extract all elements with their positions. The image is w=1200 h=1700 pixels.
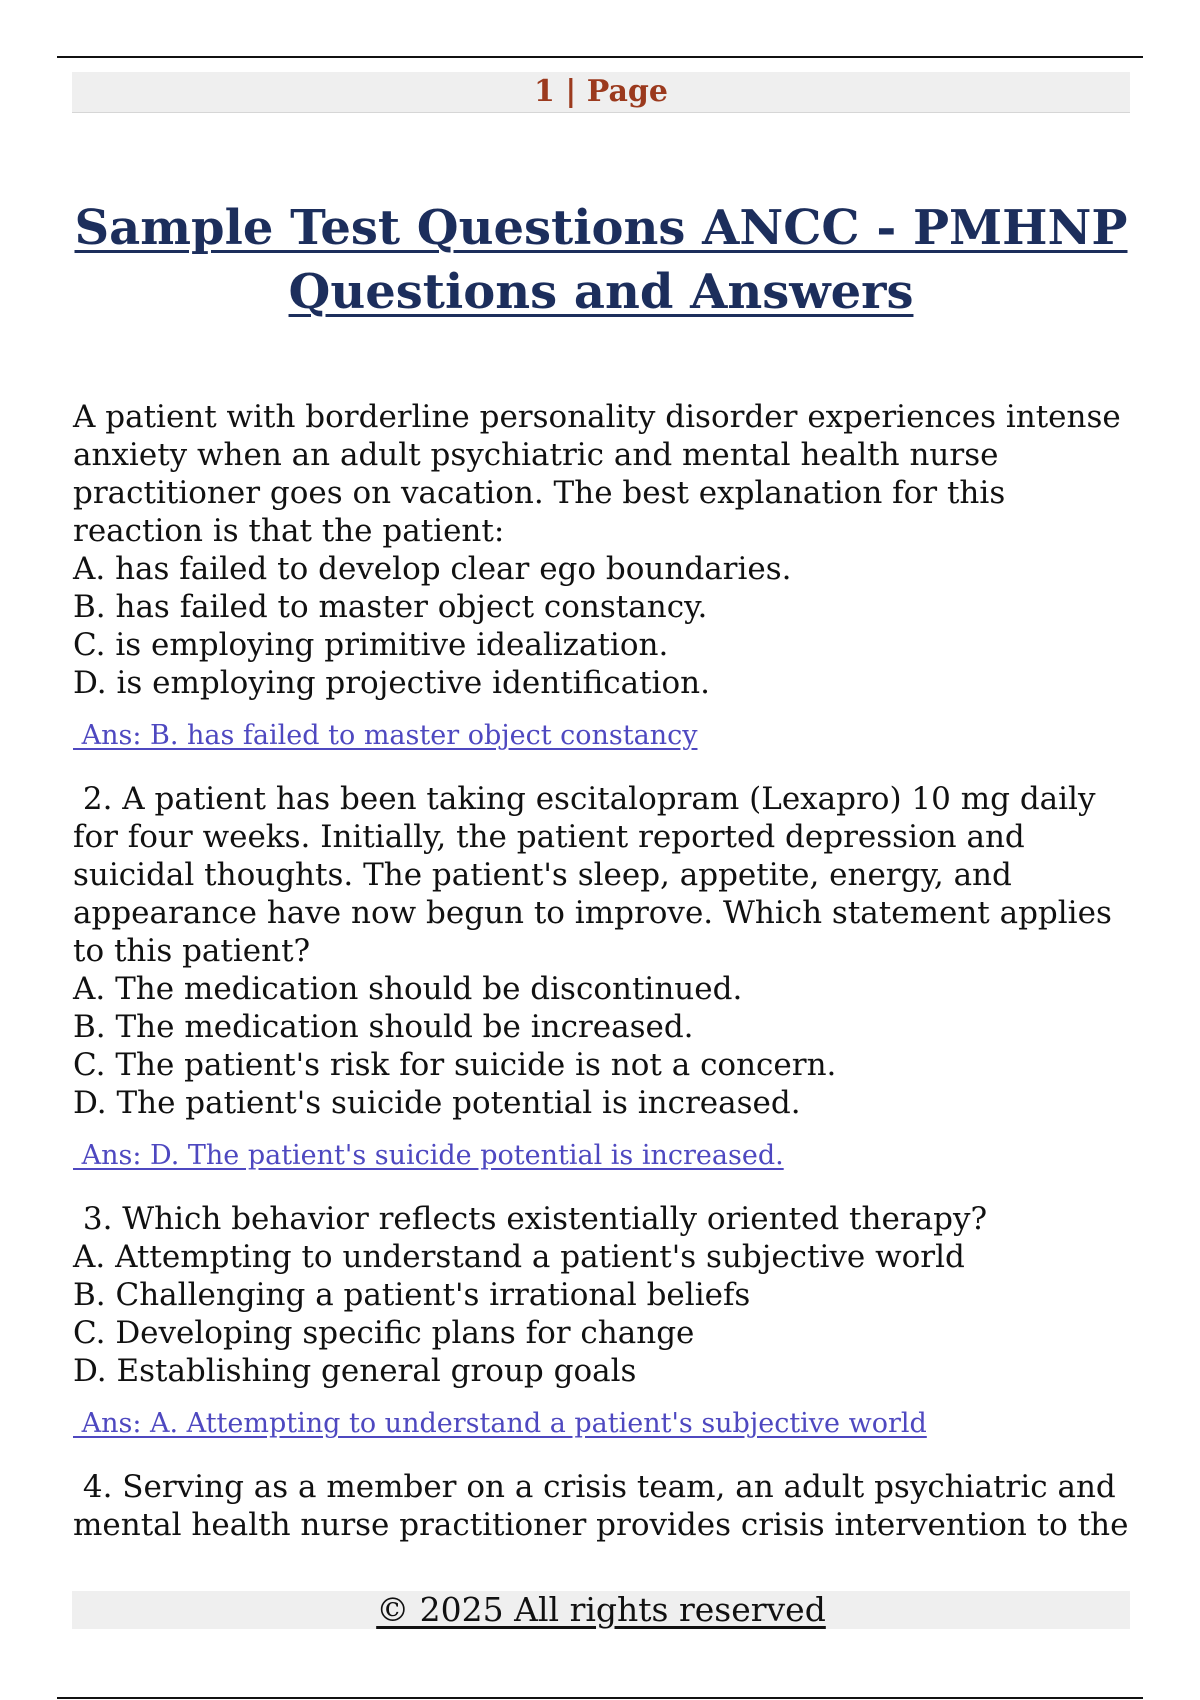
question-1-answer-link[interactable]: Ans: B. has failed to master object constancy <box>73 720 698 751</box>
question-3-option-a: A. Attempting to understand a patient's subjective world <box>73 1239 965 1275</box>
question-1-text-line: A patient with borderline personality disorder experiences intense <box>73 399 1121 435</box>
page-header <box>72 72 1130 113</box>
question-2-text-line: for four weeks. Initially, the patient reported depression and <box>73 819 1025 855</box>
top-rule <box>57 56 1143 58</box>
question-3-text-line: 3. Which behavior reflects existentially oriented therapy? <box>73 1201 988 1237</box>
question-2-answer-link[interactable]: Ans: D. The patient's suicide potential is increased. <box>73 1140 784 1171</box>
question-1-option-c: C. is employing primitive idealization. <box>73 627 669 663</box>
page-number-label: 1 | Page <box>534 74 668 109</box>
question-3-answer-link[interactable]: Ans: A. Attempting to understand a patient's subjective world <box>73 1408 927 1439</box>
bottom-rule <box>57 1697 1143 1699</box>
question-1-option-a: A. has failed to develop clear ego boundaries. <box>73 551 792 587</box>
question-2-option-a: A. The medication should be discontinued. <box>73 971 743 1007</box>
question-1-text-line: reaction is that the patient: <box>73 513 505 549</box>
question-2-text-line: 2. A patient has been taking escitalopram (Lexapro) 10 mg daily <box>73 781 1096 817</box>
document-title-line-2: Questions and Answers <box>288 264 914 320</box>
question-1-option-b: B. has failed to master object constancy. <box>73 589 708 625</box>
question-1-option-d: D. is employing projective identification. <box>73 665 710 701</box>
question-2-text-line: to this patient? <box>73 933 311 969</box>
page-footer <box>72 1591 1130 1629</box>
question-2-option-d: D. The patient's suicide potential is increased. <box>73 1085 801 1121</box>
question-4 <box>73 1468 1143 1544</box>
question-2-option-b: B. The medication should be increased. <box>73 1009 694 1045</box>
question-2-option-c: C. The patient's risk for suicide is not a concern. <box>73 1047 837 1083</box>
question-3-option-d: D. Establishing general group goals <box>73 1353 637 1389</box>
question-3-option-c: C. Developing specific plans for change <box>73 1315 695 1351</box>
document-title-line-1: Sample Test Questions ANCC - PMHNP <box>74 200 1128 256</box>
question-2 <box>73 780 1143 1200</box>
document-title <box>72 196 1130 324</box>
question-2-text-line: appearance have now begun to improve. Which statement applies <box>73 895 1112 931</box>
question-1-text-line: practitioner goes on vacation. The best explanation for this <box>73 475 1006 511</box>
question-4-text-line: 4. Serving as a member on a crisis team, an adult psychiatric and <box>73 1469 1116 1505</box>
question-2-text-line: suicidal thoughts. The patient's sleep, appetite, energy, and <box>73 857 1012 893</box>
question-4-text-line: mental health nurse practitioner provides crisis intervention to the <box>73 1507 1129 1543</box>
question-list <box>73 398 1143 1544</box>
question-1 <box>73 398 1143 780</box>
question-1-text-line: anxiety when an adult psychiatric and mental health nurse <box>73 437 999 473</box>
question-3 <box>73 1200 1143 1468</box>
copyright-notice: © 2025 All rights reserved <box>376 1590 826 1629</box>
question-3-option-b: B. Challenging a patient's irrational beliefs <box>73 1277 751 1313</box>
